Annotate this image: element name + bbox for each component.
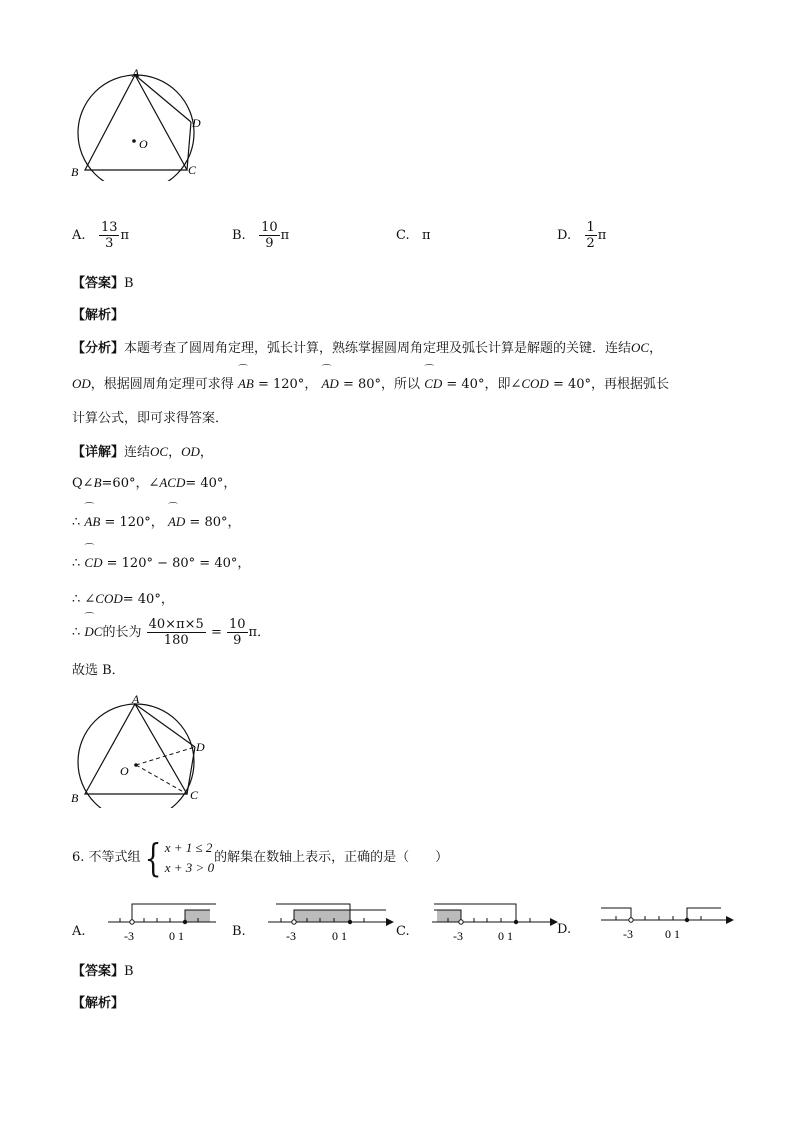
number-line-b [246, 900, 396, 946]
svg-text:-3: -3 [623, 927, 634, 941]
label-d: D [192, 116, 201, 130]
inequality-system: { x + 1 ≤ 2 x + 3 > 0 [144, 836, 215, 880]
xiangjie-line-2: Q∠B=60°，∠ACD= 40°， [72, 475, 237, 491]
xiangjie-line-5: ∴ ∠COD= 40°， [72, 591, 174, 607]
q6-option-a[interactable]: A. -3 0 1 [72, 900, 216, 946]
option-a[interactable]: A. $\frac{13}{3}$ π [72, 220, 130, 251]
fenxi-line-3: 计算公式，即可求得答案． [72, 411, 229, 426]
arc-ad: ⌒ AD [321, 365, 339, 391]
figure-circle-2 [66, 690, 216, 808]
svg-text:0 1: 0 1 [497, 929, 513, 943]
center-dot [134, 763, 138, 767]
xiangjie-line-1: 【详解】连结OC，OD， [72, 444, 213, 460]
option-c[interactable]: C. π [396, 228, 431, 243]
xiangjie-line-6: ∴ ⌒ DC 的长为 $\frac{40\times\pi\times 5}{180}$ = $\frac{10}{9}$ π． [72, 613, 271, 648]
radius-od [136, 747, 195, 765]
arc-dc: ⌒ DC [84, 613, 103, 639]
label-o: O [120, 764, 129, 778]
arc-cd: ⌒ CD [424, 365, 443, 391]
circle-o [78, 75, 194, 181]
q6-option-b[interactable]: B. -3 0 1 [232, 900, 396, 946]
fraction: $\frac{1}{2}$ [586, 220, 595, 251]
label-d: D [196, 740, 205, 754]
segment-ad [135, 704, 195, 747]
svg-text:-3: -3 [285, 929, 296, 943]
q6-option-d[interactable]: D. -3 0 1 [557, 896, 736, 942]
svg-text:0 1: 0 1 [665, 927, 681, 941]
answer-6: 【答案】B [72, 964, 134, 979]
q6-option-c[interactable]: C. -3 0 1 [396, 900, 560, 946]
svg-text:0 1: 0 1 [168, 929, 184, 943]
analysis-5-label: 【解析】 [72, 308, 125, 323]
fraction: $\frac{10}{9}$ [228, 617, 246, 648]
label-a: A [132, 66, 140, 80]
circle-o [78, 704, 194, 808]
triangle-abc [85, 704, 187, 794]
label-c: C [188, 163, 197, 177]
center-dot [132, 139, 136, 143]
fraction: $\frac{10}{9}$ [261, 220, 278, 251]
label-a: A [132, 692, 140, 706]
xiangjie-line-4: ∴ ⌒ CD = 120° − 80° = 40°， [72, 544, 251, 571]
answer-5: 【答案】B [72, 276, 134, 291]
radius-oc [136, 765, 187, 794]
xiangjie-conclusion: 故选 B． [72, 663, 125, 678]
arc-ad: ⌒ AD [167, 503, 186, 529]
figure-circle-1 [66, 66, 216, 181]
number-line-d [571, 896, 736, 942]
arc-ab: ⌒ AB [84, 503, 101, 529]
triangle-abc [85, 75, 187, 170]
label-b: B [71, 165, 79, 179]
svg-text:-3: -3 [123, 929, 134, 943]
svg-text:-3: -3 [452, 929, 463, 943]
arc-cd: ⌒ CD [84, 544, 103, 570]
fraction: $\frac{13}{3}$ [100, 220, 118, 251]
label-c: C [190, 788, 199, 802]
fraction: $\frac{40\times\pi\times 5}{180}$ [148, 617, 204, 648]
analysis-6-label: 【解析】 [72, 996, 125, 1011]
option-d[interactable]: D. $\frac{1}{2}$ π [557, 220, 607, 251]
label-b: B [71, 791, 79, 805]
number-line-c [410, 900, 560, 946]
fenxi-line-2: OD，根据圆周角定理可求得 ⌒ AB = 120°， ⌒ AD = 80°，所以 ⌒ CD = 40°，即∠COD = 40°，再根据弧长 [72, 365, 670, 392]
fenxi-line-1: 【分析】本题考查了圆周角定理，弧长计算，熟练掌握圆周角定理及弧长计算是解题的关键．连结OC， [72, 340, 663, 356]
svg-text:0 1: 0 1 [331, 929, 347, 943]
option-b[interactable]: B. $\frac{10}{9}$ π [232, 220, 290, 251]
number-line-a [86, 900, 216, 946]
arc-ab: ⌒ AB [237, 365, 254, 391]
xiangjie-line-3: ∴ ⌒ AB = 120°， ⌒ AD = 80°， [72, 503, 241, 530]
label-o: O [139, 137, 148, 151]
question-6: 6. 不等式组 { x + 1 ≤ 2 x + 3 > 0 的解集在数轴上表示，正确的是（ ） [72, 836, 449, 880]
